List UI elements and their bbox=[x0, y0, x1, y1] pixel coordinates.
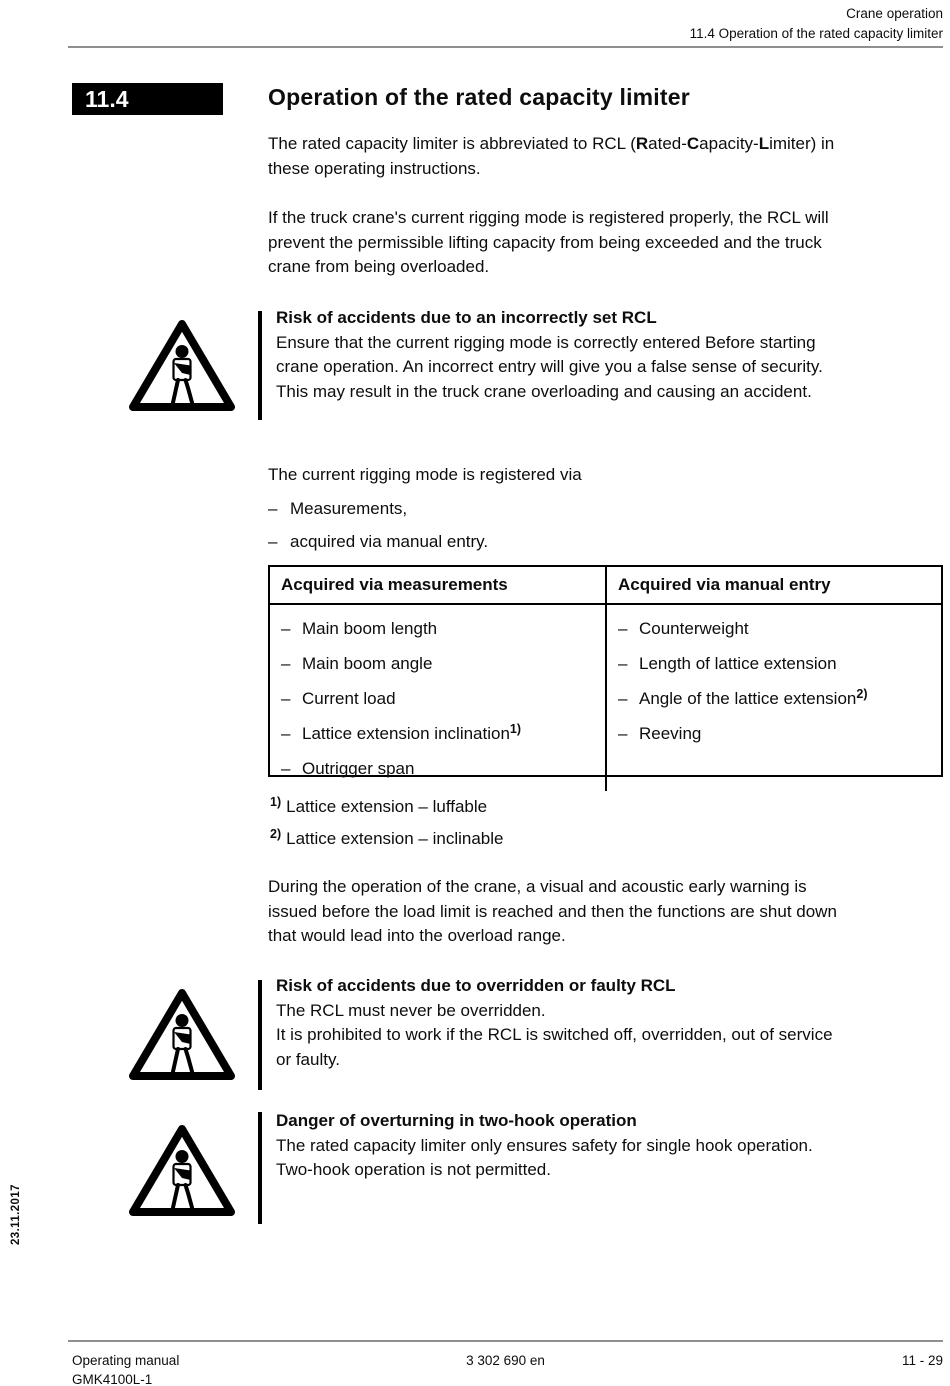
warning-vertical-rule bbox=[258, 1112, 262, 1224]
table-row: – Angle of the lattice extension$^{2)}$ bbox=[618, 686, 941, 713]
dash-bullet: – bbox=[281, 654, 291, 673]
intro-paragraph-1 bbox=[268, 132, 948, 181]
dash-bullet: – bbox=[281, 759, 291, 778]
side-date: 23.11.2017 bbox=[10, 1184, 22, 1245]
warning-vertical-rule bbox=[258, 980, 262, 1090]
footer-rule bbox=[68, 1340, 943, 1342]
intro-p1-line1: The rated capacity limiter is abbreviated to RCL (Rated-Capacity-Limiter) in bbox=[268, 134, 835, 153]
table-row: – Current load bbox=[281, 686, 605, 713]
table-row: – Main boom angle bbox=[281, 651, 605, 678]
dash-bullet: – bbox=[281, 724, 291, 743]
warning-vertical-rule bbox=[258, 311, 262, 420]
table-body-row bbox=[270, 605, 941, 791]
table-header-row bbox=[270, 567, 941, 605]
footer-page-number: 11 - 29 bbox=[901, 1353, 943, 1368]
dash-bullet: – bbox=[268, 499, 278, 518]
footer-document-number: 3 302 690 en bbox=[466, 1353, 545, 1368]
table-row: – Main boom length bbox=[281, 616, 605, 643]
dash-bullet: – bbox=[281, 619, 291, 638]
page-title: Operation of the rated capacity limiter bbox=[268, 84, 690, 110]
warning2-title: Risk of accidents due to overridden or faulty RCL bbox=[276, 976, 676, 995]
dash-bullet: – bbox=[618, 654, 628, 673]
warning1-title: Risk of accidents due to an incorrectly set RCL bbox=[276, 308, 657, 327]
table-row: – Lattice extension inclination$^{1)}$ bbox=[281, 721, 605, 748]
section-number: 11.4 bbox=[85, 85, 129, 112]
footnote-2: $^{2)}$ Lattice extension – inclinable bbox=[270, 827, 504, 848]
table-col-measurements bbox=[270, 605, 605, 791]
dash-bullet: – bbox=[618, 724, 628, 743]
table-row: – Counterweight bbox=[618, 616, 941, 643]
dash-bullet: – bbox=[618, 689, 628, 708]
page-header bbox=[690, 4, 943, 44]
intro-paragraph-2: If the truck crane's current rigging mode is registered properly, the RCL will prevent the permissible lifting capacity from being exceeded and the truck crane from being overloaded. bbox=[268, 208, 829, 276]
footnote-1: $^{1)}$ Lattice extension – luffable bbox=[270, 795, 488, 816]
warning3-title: Danger of overturning in two-hook operation bbox=[276, 1111, 637, 1130]
header-rule bbox=[68, 46, 943, 48]
dash-bullet: – bbox=[618, 619, 628, 638]
table-header-measurements: Acquired via measurements bbox=[281, 575, 508, 594]
early-warning-paragraph: During the operation of the crane, a visual and acoustic early warning is issued before the load limit is reached and then the functions are shut down that would lead into the overload range. bbox=[268, 877, 837, 945]
warning-triangle-icon bbox=[126, 1121, 238, 1219]
table-row: – Outrigger span bbox=[281, 756, 605, 783]
rigging-intro: The current rigging mode is registered via bbox=[268, 465, 582, 484]
table-row: – Reeving bbox=[618, 721, 941, 748]
list-item: – Measurements, bbox=[268, 497, 407, 522]
intro-p1-line2: these operating instructions. bbox=[268, 158, 481, 178]
dash-bullet: – bbox=[281, 689, 291, 708]
table-row: – Length of lattice extension bbox=[618, 651, 941, 678]
acquisition-table bbox=[268, 565, 943, 777]
dash-bullet: – bbox=[268, 532, 278, 551]
section-number-box bbox=[72, 83, 223, 115]
header-chapter: Crane operation bbox=[846, 6, 943, 21]
table-col-manual-entry bbox=[605, 605, 941, 791]
footer-manual-name: Operating manual GMK4100L-1 bbox=[72, 1353, 180, 1386]
warning-block-1: Risk of accidents due to an incorrectly set RCL Ensure that the current rigging mode is correctly entered Before starting crane operation. An incorrect entry will give you a false sense of security. This may result in the truck crane overloading and causing an accident. bbox=[276, 306, 948, 404]
warning-block-2: Risk of accidents due to overridden or faulty RCL The RCL must never be overridden. It is prohibited to work if the RCL is switched off, overridden, out of service or faulty. bbox=[276, 974, 948, 1072]
warning-block-3: Danger of overturning in two-hook operation The rated capacity limiter only ensures safety for single hook operation. Two-hook operation is not permitted. bbox=[276, 1109, 948, 1183]
warning-triangle-icon bbox=[126, 316, 238, 414]
warning-triangle-icon bbox=[126, 985, 238, 1083]
list-item: – acquired via manual entry. bbox=[268, 530, 488, 555]
table-header-manual-entry: Acquired via manual entry bbox=[605, 567, 941, 603]
header-section: 11.4 Operation of the rated capacity limiter bbox=[689, 26, 943, 41]
